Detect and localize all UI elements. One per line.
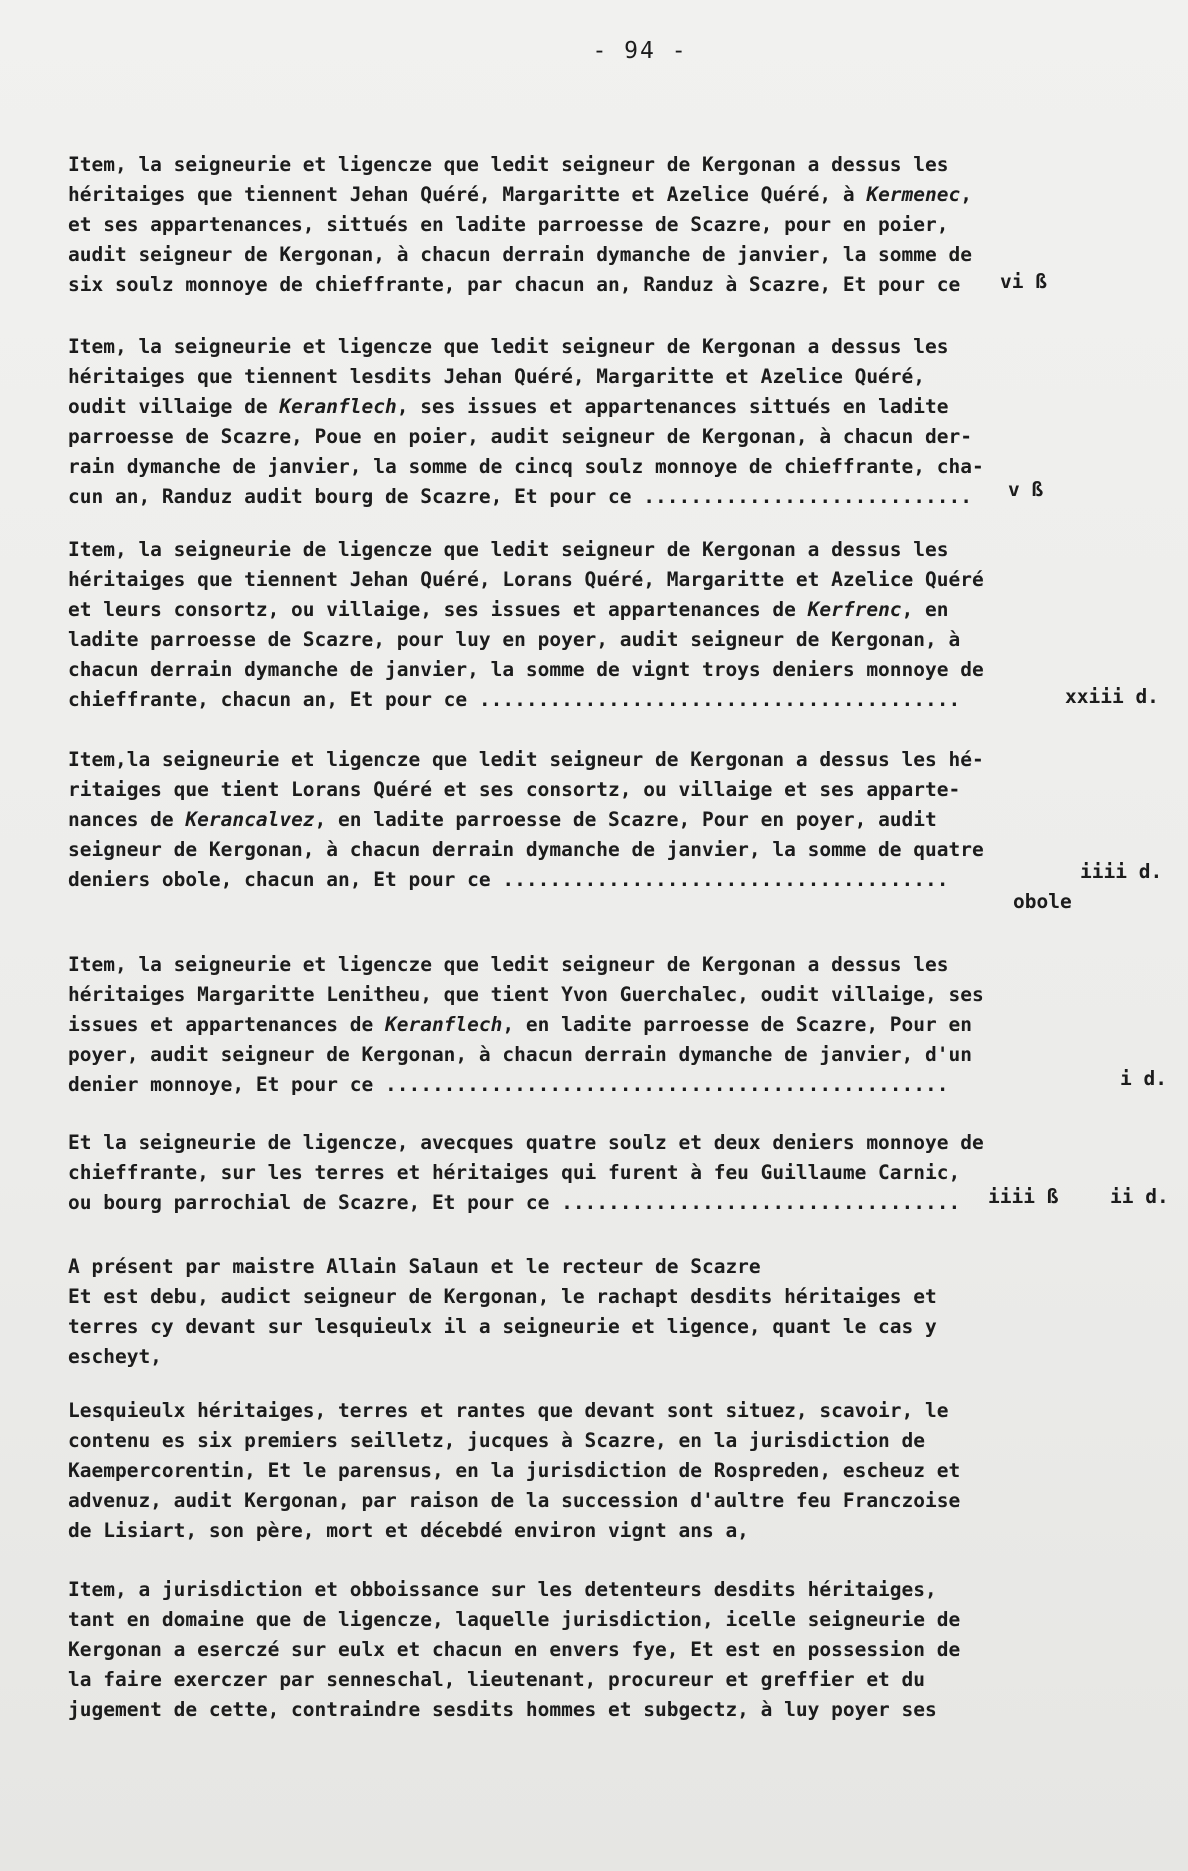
text-line [68, 332, 948, 362]
place-name: Kerfrenc [807, 598, 902, 621]
text-segment: advenuz, audit Kergonan, par raison de la succession d'aultre feu Franczoise [68, 1489, 961, 1512]
text-segment: Et est debu, audict seigneur de Kergonan, le rachapt desdits héritaiges et [68, 1285, 937, 1308]
entry-paragraph [68, 150, 972, 300]
text-line [68, 655, 984, 685]
text-segment: oudit villaige de [68, 395, 280, 418]
text-segment: deniers obole, chacun an, Et pour ce ...................................... [68, 868, 949, 891]
text-line [68, 595, 948, 625]
text-segment: escheyt, [68, 1345, 162, 1368]
place-name: Keranflech [384, 1013, 503, 1036]
text-line [68, 1040, 972, 1070]
place-name: Kerancalvez [185, 808, 315, 831]
text-paragraph [68, 1396, 961, 1546]
text-line [68, 362, 948, 392]
text-segment: , ses issues et appartenances sittués en ladite [396, 395, 949, 418]
text-segment: Item, la seigneurie de ligencze que ledit seigneur de Kergonan a dessus les [68, 538, 949, 561]
text-line [68, 805, 948, 835]
amount-label: vi ß [1000, 270, 1047, 293]
text-segment: nances de [68, 808, 186, 831]
text-line [68, 1070, 948, 1100]
text-segment: ladite parroesse de Scazre, pour luy en poyer, audit seigneur de Kergonan, à [68, 628, 961, 651]
text-line [68, 180, 972, 210]
text-line [68, 1665, 948, 1695]
text-line [68, 1010, 972, 1040]
text-segment: héritaiges que tiennent Jehan Quéré, Lorans Quéré, Margaritte et Azelice Quéré [68, 568, 984, 591]
amount-label: ii d. [1110, 1185, 1169, 1208]
place-name: Kermenec [866, 183, 961, 206]
text-segment: tant en domaine que de ligencze, laquelle jurisdiction, icelle seigneurie de [68, 1608, 961, 1631]
place-name: Keranflech [279, 395, 397, 418]
text-line [68, 452, 984, 482]
text-line [68, 980, 984, 1010]
text-segment: , en [901, 598, 949, 621]
text-segment: A présent par maistre Allain Salaun et le recteur de Scazre [68, 1255, 761, 1278]
text-segment: contenu es six premiers seilletz, jucques à Scazre, en la jurisdiction de [68, 1429, 926, 1452]
text-line [68, 1635, 961, 1665]
text-line [68, 1695, 948, 1725]
text-segment: chieffrante, chacun an, Et pour ce ......................................... [68, 688, 961, 711]
text-line [68, 1456, 961, 1486]
text-segment: Item, la seigneurie et ligencze que ledit seigneur de Kergonan a dessus les [68, 153, 949, 176]
text-line [68, 625, 961, 655]
amount-label: i d. [1120, 1067, 1167, 1090]
text-segment: chacun derrain dymanche de janvier, la somme de vignt troys deniers monnoye de [68, 658, 984, 681]
text-line [68, 1396, 948, 1426]
text-line [68, 775, 961, 805]
text-segment: denier monnoye, Et pour ce ................................................ [68, 1073, 949, 1096]
text-line [68, 270, 961, 300]
text-line [68, 1188, 961, 1218]
entry-paragraph [68, 535, 984, 715]
text-line [68, 240, 972, 270]
text-segment: poyer, audit seigneur de Kergonan, à chacun derrain dymanche de janvier, d'un [68, 1043, 972, 1066]
text-segment: ou bourg parrochial de Scazre, Et pour ce .................................. [68, 1191, 961, 1214]
amount-label: iiii ß [988, 1185, 1059, 1208]
text-line [68, 392, 948, 422]
entry-paragraph [68, 950, 984, 1100]
text-segment: parroesse de Scazre, Poue en poier, audit seigneur de Kergonan, à chacun der- [68, 425, 972, 448]
text-segment: Item, a jurisdiction et obboissance sur les detenteurs desdits héritaiges, [68, 1578, 937, 1601]
text-segment: Item, la seigneurie et ligencze que ledit seigneur de Kergonan a dessus les [68, 953, 949, 976]
text-segment: six soulz monnoye de chieffrante, par chacun an, Randuz à Scazre, Et pour ce [68, 273, 961, 296]
text-segment: , en ladite parroesse de Scazre, Pour en poyer, audit [314, 808, 937, 831]
text-segment: terres cy devant sur lesquieulx il a seigneurie et ligence, quant le cas y [68, 1315, 937, 1338]
amount-label: iiii d. [1080, 860, 1163, 883]
text-line [68, 1312, 948, 1342]
text-line [68, 1282, 948, 1312]
text-segment: Item, la seigneurie et ligencze que ledit seigneur de Kergonan a dessus les [68, 335, 949, 358]
text-segment: Kaempercorentin, Et le parensus, en la jurisdiction de Rospreden, escheuz et [68, 1459, 961, 1482]
text-segment: seigneur de Kergonan, à chacun derrain dymanche de janvier, la somme de quatre [68, 838, 984, 861]
text-segment: Et la seigneurie de ligencze, avecques quatre soulz et deux deniers monnoye de [68, 1131, 984, 1154]
text-line [68, 1516, 948, 1546]
text-segment: héritaiges que tiennent Jehan Quéré, Margaritte et Azelice Quéré, à [68, 183, 867, 206]
text-line [68, 565, 984, 595]
text-line [68, 1342, 948, 1372]
text-segment: Lesquieulx héritaiges, terres et rantes que devant sont situez, scavoir, le [68, 1399, 949, 1422]
text-line [68, 1252, 948, 1282]
text-segment: héritaiges que tiennent lesdits Jehan Quéré, Margaritte et Azelice Quéré, [68, 365, 926, 388]
entry-paragraph [68, 332, 984, 512]
entry-paragraph [68, 1128, 984, 1218]
text-line [68, 1575, 948, 1605]
text-segment: jugement de cette, contraindre sesdits hommes et subgectz, à luy poyer ses [68, 1698, 937, 1721]
text-line [68, 150, 948, 180]
text-line [68, 422, 972, 452]
text-line [68, 1605, 961, 1635]
text-segment: rain dymanche de janvier, la somme de cincq soulz monnoye de chieffrante, cha- [68, 455, 984, 478]
text-paragraph [68, 1575, 961, 1725]
amount-label: obole [1013, 890, 1072, 913]
amount-label: xxiii d. [1065, 685, 1159, 708]
text-segment: Kergonan a eserczé sur eulx et chacun en envers fye, Et est en possession de [68, 1638, 961, 1661]
text-paragraph [68, 1252, 948, 1372]
text-line [68, 685, 961, 715]
text-segment: cun an, Randuz audit bourg de Scazre, Et pour ce ............................ [68, 485, 972, 508]
entry-paragraph [68, 745, 984, 895]
text-segment: de Lisiart, son père, mort et décebdé environ vignt ans a, [68, 1519, 749, 1542]
text-line [68, 1128, 984, 1158]
text-line [68, 535, 948, 565]
text-line [68, 482, 972, 512]
text-segment: , en ladite parroesse de Scazre, Pour en [502, 1013, 972, 1036]
text-line [68, 950, 948, 980]
text-segment: issues et appartenances de [68, 1013, 385, 1036]
page-number: - 94 - [592, 38, 688, 64]
text-segment: audit seigneur de Kergonan, à chacun derrain dymanche de janvier, la somme de [68, 243, 972, 266]
text-segment: la faire exerczer par senneschal, lieutenant, procureur et greffier et du [68, 1668, 926, 1691]
text-segment: et leurs consortz, ou villaige, ses issues et appartenances de [68, 598, 808, 621]
text-line [68, 865, 948, 895]
text-line [68, 745, 984, 775]
text-segment: héritaiges Margaritte Lenitheu, que tient Yvon Guerchalec, oudit villaige, ses [68, 983, 984, 1006]
text-segment: et ses appartenances, sittués en ladite parroesse de Scazre, pour en poier, [68, 213, 949, 236]
amount-label: v ß [1008, 478, 1044, 501]
text-segment: , [960, 183, 972, 206]
text-segment: Item,la seigneurie et ligencze que ledit seigneur de Kergonan a dessus les hé- [68, 748, 984, 771]
text-line [68, 210, 948, 240]
text-line [68, 835, 984, 865]
text-segment: ritaiges que tient Lorans Quéré et ses consortz, ou villaige et ses apparte- [68, 778, 961, 801]
text-segment: chieffrante, sur les terres et héritaiges qui furent à feu Guillaume Carnic, [68, 1161, 961, 1184]
text-line [68, 1486, 961, 1516]
text-line [68, 1426, 948, 1456]
text-line [68, 1158, 961, 1188]
